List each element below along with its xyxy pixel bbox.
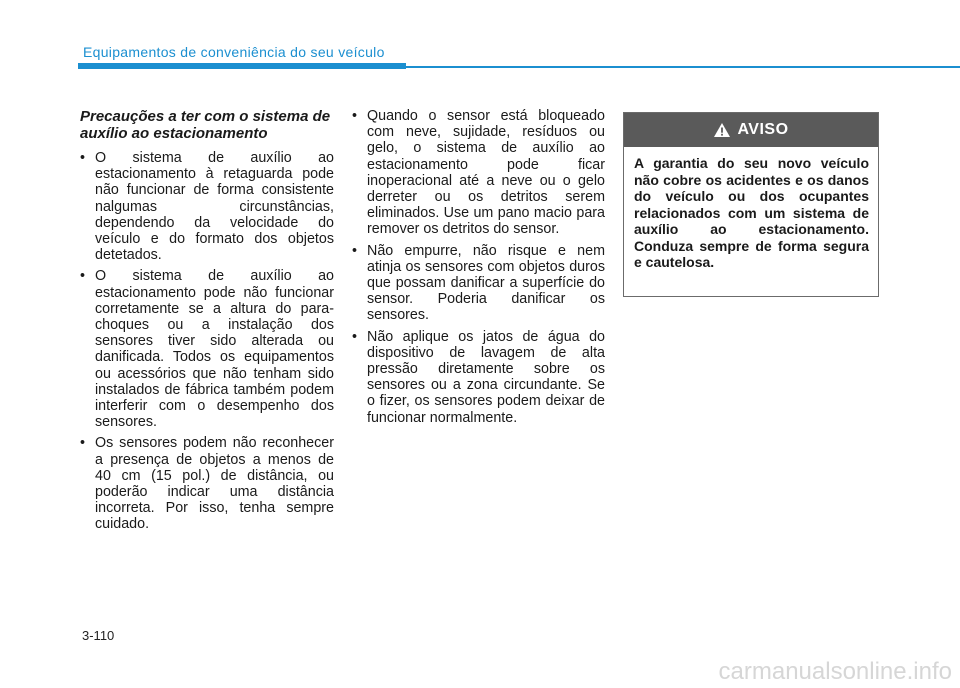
header-rule-thick (78, 63, 406, 69)
page-number: 3-110 (82, 628, 115, 643)
list-item-text: Não aplique os jatos de água do dispositivo de lavagem de alta pressão diretamente sobre os sensores ou a zona circundante. Se o fizer, os sensores podem deixar de funcionar normalmente. (367, 328, 605, 426)
watermark: carmanualsonline.info (718, 658, 952, 685)
precautions-list-middle (352, 108, 605, 426)
bullet: • (80, 150, 86, 166)
list-item (352, 243, 605, 324)
list-item (80, 435, 334, 532)
warning-text: A garantia do seu novo veículo não cobre os acidentes e os danos do veículo ou dos ocupantes relacionados com um sistema de auxílio ao estacionamento. Conduza sempre de forma segura e cautelosa. (634, 155, 869, 270)
warning-box (623, 112, 879, 297)
list-item-text: Os sensores podem não reconhecer a presença de objetos a menos de 40 cm (15 pol.) de distância, ou poderão indicar uma distância incorreta. Por isso, tenha sempre cuidado. (95, 435, 334, 533)
header-rule-thin (406, 66, 960, 68)
bullet: • (352, 108, 358, 124)
list-item (352, 329, 605, 426)
list-item-text: Quando o sensor está bloqueado com neve, sujidade, resíduos ou gelo, o sistema de auxílio ao estacionamento pode ficar inoperacional até a neve ou o gelo derreter ou os detritos serem eliminados. Use um pano macio para remover os detritos do sensor. (367, 108, 605, 238)
list-item (80, 268, 334, 430)
precautions-list-left (80, 150, 334, 533)
warning-triangle-icon (713, 122, 731, 138)
text-column-middle (352, 108, 605, 431)
list-item-text: O sistema de auxílio ao estacionamento pode não funcionar corretamente se a altura do para-choques ou a instalação dos sensores tiver sido alterada ou danificada. Todos os equipamentos ou acessórios que não tenham sido instalados de fábrica também podem interferir com o desempenho dos sensores. (95, 268, 334, 431)
list-item (352, 108, 605, 238)
subsection-heading: Precauções a ter com o sistema de auxílio ao estacionamento (80, 108, 331, 142)
bullet: • (352, 242, 358, 259)
list-item (80, 150, 334, 263)
list-item-text: O sistema de auxílio ao estacionamento à retaguarda pode não funcionar de forma consistente nalgumas circunstâncias, dependendo da velocidade do veículo e do formato dos objetos detetados. (95, 150, 334, 264)
section-header-title: Equipamentos de conveniência do seu veículo (83, 44, 385, 60)
text-column-left (80, 108, 334, 538)
bullet: • (80, 435, 86, 452)
warning-header (624, 113, 878, 147)
bullet: • (352, 328, 358, 345)
bullet: • (80, 268, 86, 285)
warning-label: AVISO (737, 121, 789, 138)
list-item-text: Não empurre, não risque e nem atinja os sensores com objetos duros que possam danificar a superfície do sensor. Poderia danificar os sensores. (367, 242, 605, 324)
